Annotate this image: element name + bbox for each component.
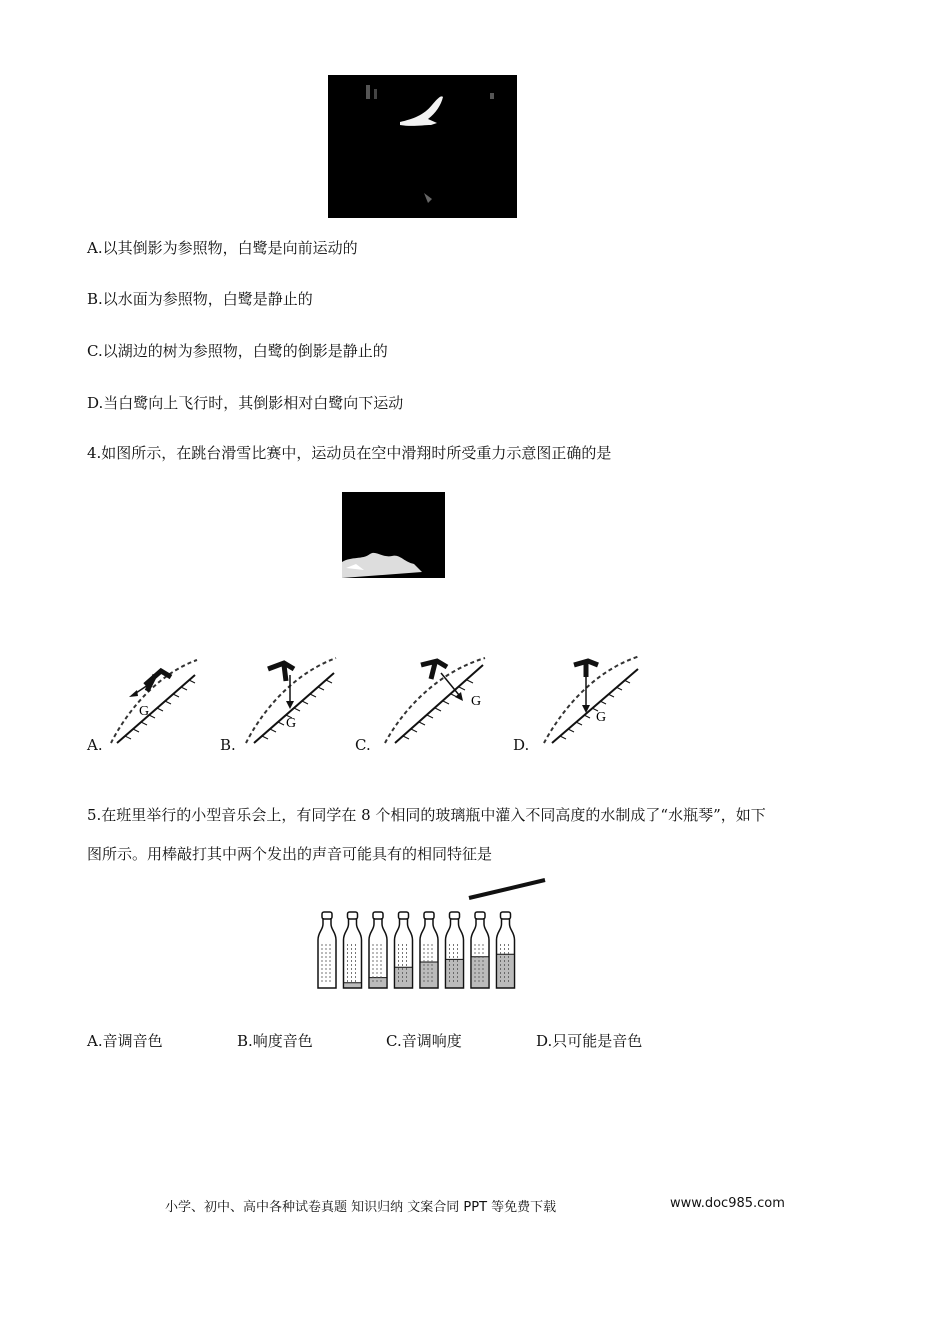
bottle-water bbox=[498, 954, 514, 988]
q4-diagram-b-force-label: G bbox=[286, 716, 297, 731]
q3-option-c: C.以湖边的树为参照物，白鹭的倒影是静止的 bbox=[87, 342, 388, 360]
bottle-water bbox=[370, 978, 386, 988]
q5-option-b: B.响度音色 bbox=[237, 1032, 313, 1050]
bottle-water bbox=[396, 967, 412, 988]
bottle-water bbox=[447, 959, 463, 988]
footer-url[interactable]: www.doc985.com bbox=[670, 1196, 785, 1211]
q4-diagram-c bbox=[375, 655, 490, 747]
q4-stem: 4.如图所示，在跳台滑雪比赛中，运动员在空中滑翔时所受重力示意图正确的是 bbox=[87, 444, 612, 462]
bottle bbox=[420, 912, 438, 988]
bottle bbox=[446, 912, 464, 988]
q4-diagram-b bbox=[240, 655, 340, 747]
q5-stem-line-1: 5.在班里举行的小型音乐会上，有同学在 8 个相同的玻璃瓶中灌入不同高度的水制成了“水瓶琴”，如下 bbox=[87, 806, 766, 824]
q3-option-d: D.当白鹭向上飞行时，其倒影相对白鹭向下运动 bbox=[87, 394, 404, 412]
bottle-water bbox=[345, 983, 361, 988]
bottle bbox=[369, 912, 387, 988]
q3-option-a: A.以其倒影为参照物，白鹭是向前运动的 bbox=[87, 239, 358, 257]
q3-option-b: B.以水面为参照物，白鹭是静止的 bbox=[87, 290, 313, 308]
striking-stick bbox=[469, 880, 545, 898]
bottle-water bbox=[421, 962, 437, 988]
bottle-water bbox=[472, 957, 488, 988]
q4-option-d-label: D. bbox=[513, 736, 530, 754]
q4-option-b-label: B. bbox=[220, 736, 236, 754]
q4-option-a-label: A. bbox=[87, 736, 103, 754]
q5-option-d: D.只可能是音色 bbox=[536, 1032, 643, 1050]
footer-text: 小学、初中、高中各种试卷真题 知识归纳 文案合同 PPT 等免费下载 bbox=[165, 1200, 557, 1215]
q5-option-c: C.音调响度 bbox=[386, 1032, 462, 1050]
q4-diagram-d-force-label: G bbox=[596, 710, 607, 725]
water-bottles-figure bbox=[315, 878, 550, 993]
q4-option-c-label: C. bbox=[355, 736, 371, 754]
bottle bbox=[395, 912, 413, 988]
q4-diagram-a-force-label: G bbox=[139, 704, 150, 719]
bottle bbox=[497, 912, 515, 988]
q5-option-a: A.音调音色 bbox=[87, 1032, 163, 1050]
bottle bbox=[471, 912, 489, 988]
q4-diagram-d bbox=[540, 655, 645, 747]
q5-stem-line-2: 图所示。用棒敲打其中两个发出的声音可能具有的相同特征是 bbox=[87, 845, 493, 863]
ski-jump-photo bbox=[342, 492, 445, 578]
q4-diagram-a bbox=[105, 655, 205, 747]
q4-diagram-c-force-label: G bbox=[471, 694, 482, 709]
bottle bbox=[318, 912, 336, 988]
bottle bbox=[344, 912, 362, 988]
egret-photo bbox=[328, 75, 517, 218]
